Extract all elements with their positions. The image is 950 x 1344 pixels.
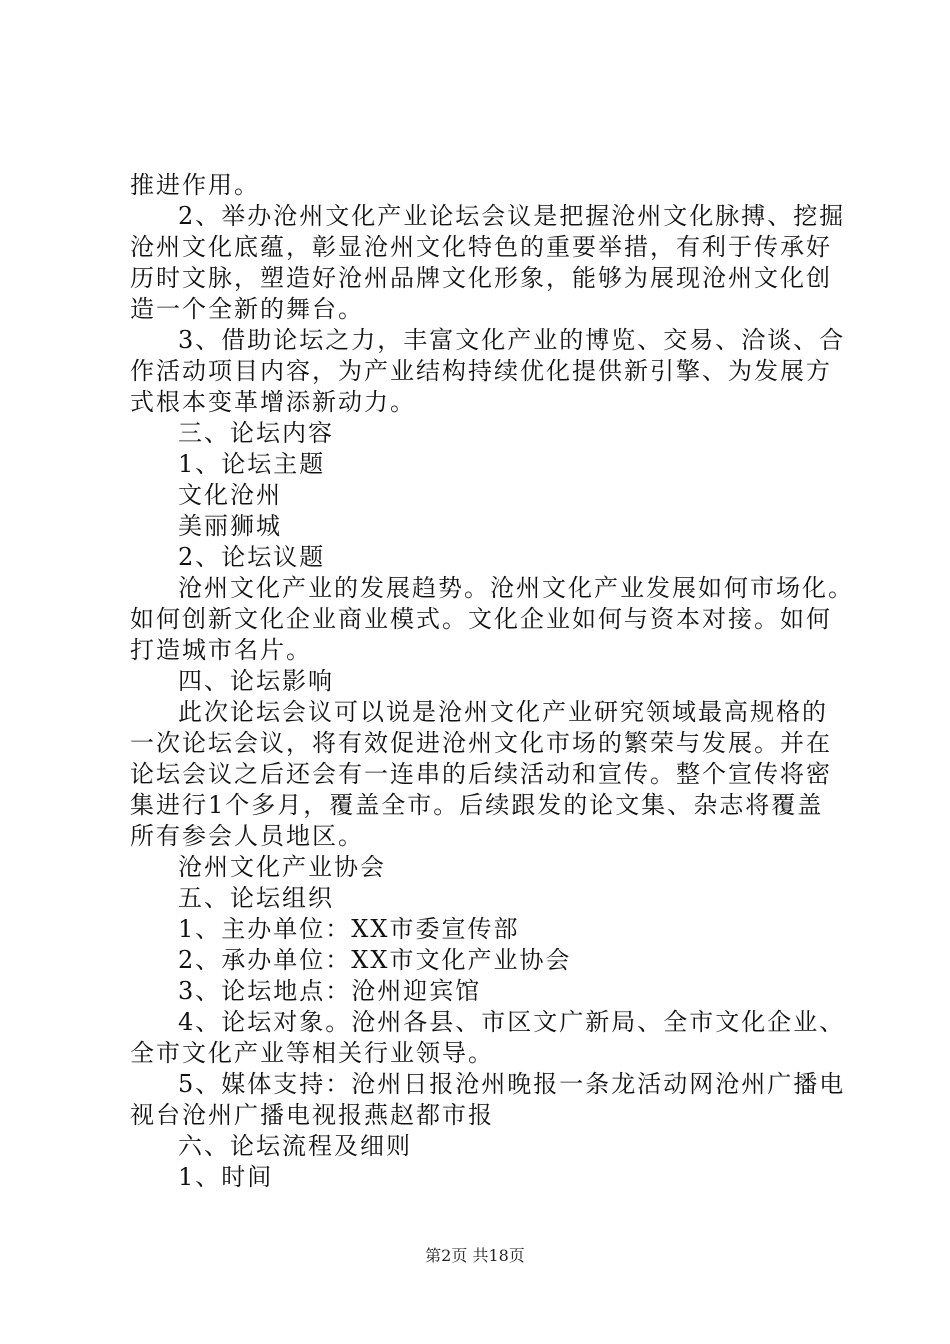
- text-line: 打造城市名片。: [130, 636, 312, 664]
- text-line: 视台沧州广播电视报燕赵都市报: [130, 1101, 494, 1129]
- text-line: 2、承办单位：XX市文化产业协会: [178, 946, 572, 974]
- section-heading: 六、论坛流程及细则: [178, 1132, 412, 1160]
- text-line: 集进行1个多月，覆盖全市。后续跟发的论文集、杂志将覆盖: [130, 791, 824, 819]
- text-line: 2、举办沧州文化产业论坛会议是把握沧州文化脉搏、挖掘: [178, 202, 846, 230]
- text-line: 如何创新文化企业商业模式。文化企业如何与资本对接。如何: [130, 605, 832, 633]
- section-heading: 三、论坛内容: [178, 419, 334, 447]
- text-line: 5、媒体支持：沧州日报沧州晚报一条龙活动网沧州广播电: [178, 1070, 846, 1098]
- text-line: 沧州文化底蕴，彰显沧州文化特色的重要举措，有利于传承好: [130, 233, 832, 261]
- text-line: 4、论坛对象。沧州各县、市区文广新局、全市文化企业、: [178, 1008, 846, 1036]
- text-line: 造一个全新的舞台。: [130, 295, 364, 323]
- text-line: 文化沧州: [178, 481, 282, 509]
- text-line: 沧州文化产业的发展趋势。沧州文化产业发展如何市场化。: [178, 574, 854, 602]
- subsection-heading: 1、时间: [178, 1163, 274, 1191]
- text-line: 所有参会人员地区。: [130, 822, 364, 850]
- text-line: 美丽狮城: [178, 512, 282, 540]
- subsection-heading: 2、论坛议题: [178, 543, 326, 571]
- document-body: [130, 170, 854, 1193]
- text-line: 沧州文化产业协会: [178, 853, 386, 881]
- text-line: 一次论坛会议，将有效促进沧州文化市场的繁荣与发展。并在: [130, 729, 832, 757]
- text-line: 3、借助论坛之力，丰富文化产业的博览、交易、洽谈、合: [178, 326, 846, 354]
- text-line: 此次论坛会议可以说是沧州文化产业研究领域最高规格的: [178, 698, 828, 726]
- text-line: 推进作用。: [130, 171, 260, 199]
- page-number-footer: 第2页 共18页: [425, 1246, 525, 1265]
- text-line: 3、论坛地点：沧州迎宾馆: [178, 977, 482, 1005]
- text-line: 式根本变革增添新动力。: [130, 388, 416, 416]
- subsection-heading: 1、论坛主题: [178, 450, 326, 478]
- text-line: 历时文脉，塑造好沧州品牌文化形象，能够为展现沧州文化创: [130, 264, 832, 292]
- text-line: 作活动项目内容，为产业结构持续优化提供新引擎、为发展方: [130, 357, 832, 385]
- text-line: 1、主办单位：XX市委宣传部: [178, 915, 520, 943]
- text-line: 全市文化产业等相关行业领导。: [130, 1039, 494, 1067]
- text-line: 论坛会议之后还会有一连串的后续活动和宣传。整个宣传将密: [130, 760, 832, 788]
- section-heading: 四、论坛影响: [178, 667, 334, 695]
- section-heading: 五、论坛组织: [178, 884, 334, 912]
